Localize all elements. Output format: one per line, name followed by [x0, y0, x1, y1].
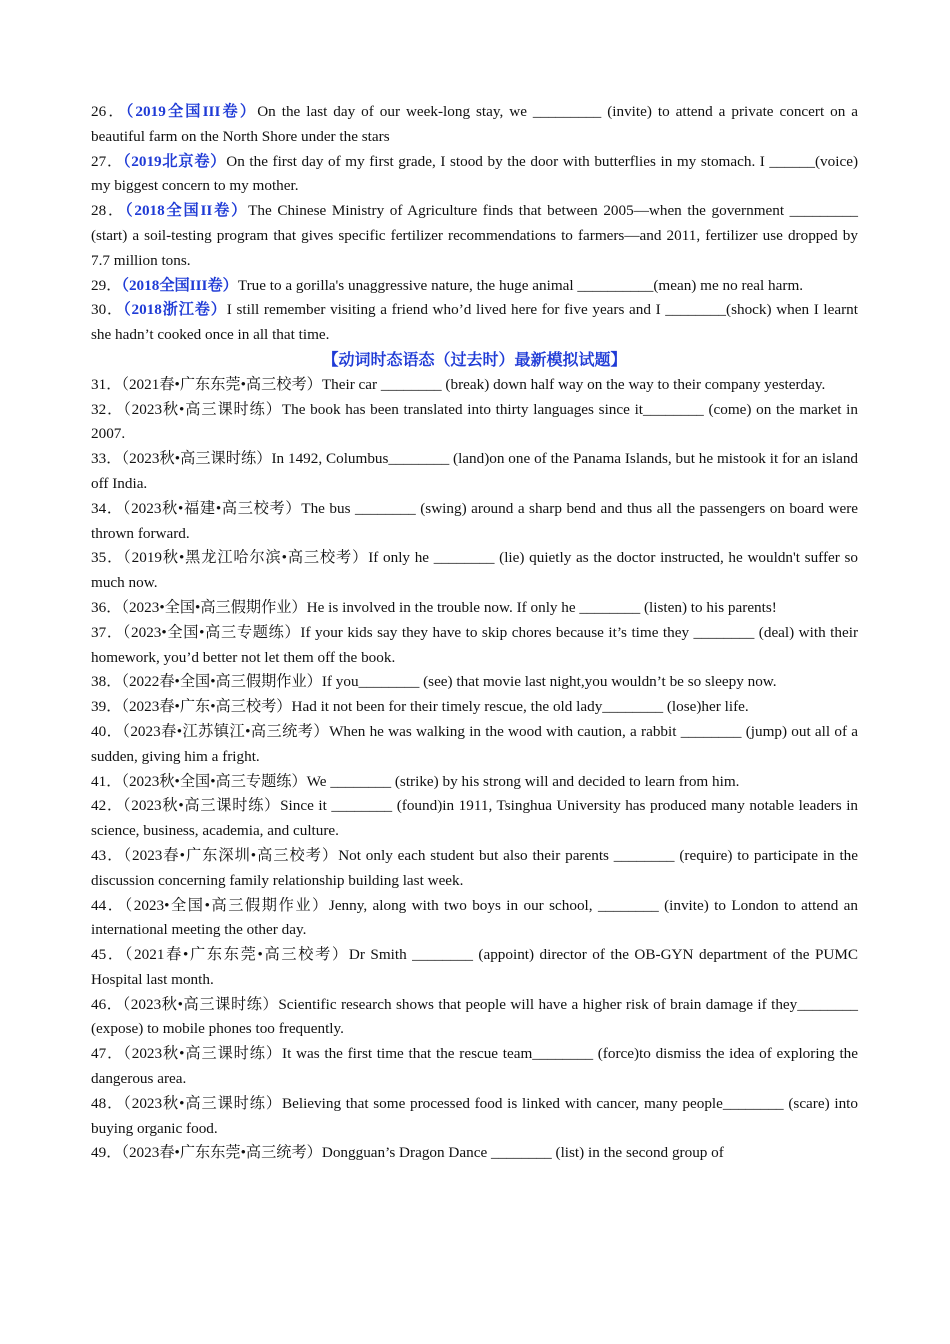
question-text: He is involved in the trouble now. If only he ________ (listen) to his parents! — [306, 598, 777, 616]
question-number: 28． — [91, 202, 125, 220]
question-number: 41． — [91, 772, 122, 790]
question-number: 48． — [91, 1094, 124, 1112]
question-number: 31． — [91, 375, 122, 393]
question-number: 35． — [91, 549, 124, 567]
question-source: （2023•全国•高三假期作业） — [124, 896, 329, 914]
question-source: （2023春•江苏镇江•高三统考） — [122, 722, 330, 740]
question-item — [91, 993, 858, 1043]
question-item — [91, 150, 858, 200]
question-number: 29． — [91, 276, 122, 294]
question-text: Dr Smith ________ (appoint) director of the OB-GYN department of the PUMC Hospital last month. — [91, 946, 859, 988]
question-item — [91, 1042, 858, 1092]
question-text: Dongguan’s Dragon Dance ________ (list) in the second group of — [321, 1144, 724, 1162]
question-number: 46． — [91, 995, 123, 1013]
question-item — [91, 447, 858, 497]
question-number: 36． — [91, 598, 122, 616]
question-source: （2019秋•黑龙江哈尔滨•高三校考） — [123, 549, 369, 567]
question-item — [91, 274, 858, 299]
question-text: If only he ________ (lie) quietly as the doctor instructed, he wouldn't suffer so much now. — [91, 549, 858, 592]
question-source: （2023秋•福建•高三校考） — [122, 499, 302, 517]
question-source: （2019全国III卷） — [125, 103, 258, 120]
question-source: （2023秋•高三课时练） — [121, 450, 272, 468]
question-number: 32． — [91, 400, 124, 418]
question-source: （2023•全国•高三假期作业） — [121, 598, 307, 616]
question-source: （2021春•广东东莞•高三校考） — [121, 375, 322, 393]
question-text: The book has been translated into thirty languages since it________ (come) on the market in 2007. — [91, 400, 858, 443]
question-item — [91, 596, 858, 621]
question-source: （2023秋•高三课时练） — [122, 797, 281, 815]
question-number: 39． — [91, 698, 122, 716]
question-source: （2023春•广东深圳•高三校考） — [123, 846, 339, 864]
question-text: Believing that some processed food is linked with cancer, many people________ (scare) into buying organic food. — [91, 1094, 858, 1137]
question-source: （2018全国II卷） — [124, 202, 249, 220]
question-text: Since it ________ (found)in 1911, Tsinghua University has produced many notable leaders in science, business, academia, and culture. — [91, 797, 859, 840]
question-number: 26． — [91, 103, 126, 120]
question-source: （2021春•广东东莞•高三校考） — [124, 946, 349, 964]
section-heading: 【动词时态语态（过去时）最新模拟试题】 — [322, 349, 627, 369]
question-text: Their car ________ (break) down half way on the way to their company yesterday. — [321, 375, 826, 393]
question-item — [91, 794, 858, 844]
question-item — [91, 298, 858, 348]
question-source: （2023秋•高三课时练） — [122, 995, 279, 1013]
question-number: 37． — [91, 623, 123, 641]
question-text: On the last day of our week-long stay, we _________ (invite) to attend a private concert on a beautiful farm on the North Shore under the stars — [91, 103, 858, 145]
question-item — [91, 894, 858, 944]
question-number: 43． — [91, 846, 124, 864]
question-source: （2019北京卷） — [122, 152, 227, 170]
question-text: I still remember visiting a friend who’d lived here for five years and I ________(shock) when I learnt she hadn’t cooked once in all that time. — [91, 301, 858, 344]
question-text: If you________ (see) that movie last night,you wouldn’t be so sleepy now. — [321, 673, 777, 691]
question-text: True to a gorilla's unaggressive nature, the huge animal __________(mean) me no real harm. — [237, 276, 804, 294]
question-item — [91, 670, 858, 695]
question-item — [91, 100, 858, 150]
question-source: （2018浙江卷） — [123, 301, 227, 319]
question-text: In 1492, Columbus________ (land)on one of the Panama Islands, but he mistook it for an island off India. — [91, 450, 859, 492]
question-number: 38． — [91, 673, 122, 691]
question-text: It was the first time that the rescue team________ (force)to dismiss the idea of exploring the dangerous area. — [91, 1045, 859, 1088]
question-text: Jenny, along with two boys in our school, ________ (invite) to London to attend an international meeting the other day. — [91, 896, 859, 939]
question-number: 45． — [91, 946, 125, 964]
question-source: （2023春•广东•高三校考） — [121, 698, 292, 716]
question-number: 34． — [91, 499, 123, 517]
question-text: We ________ (strike) by his strong will and decided to learn from him. — [306, 772, 740, 790]
question-text: Had it not been for their timely rescue, the old lady________ (lose)her life. — [291, 698, 749, 716]
question-source: （2022春•全国•高三假期作业） — [121, 673, 322, 691]
question-item — [91, 621, 858, 671]
question-item — [91, 1141, 858, 1166]
question-text: The Chinese Ministry of Agriculture finds that between 2005—when the government _________ (start) a soil-testing program that gives specific fertilizer recommendations to farmers—and 2011, fertilizer use dropped by 7.7 million tons. — [91, 202, 859, 269]
question-number: 33． — [91, 450, 122, 468]
question-number: 40． — [91, 722, 123, 740]
question-item — [91, 546, 858, 596]
question-item — [91, 695, 858, 720]
question-text: The bus ________ (swing) around a sharp bend and thus all the passengers on board were thrown forward. — [91, 499, 858, 542]
past-exam-questions — [91, 100, 858, 348]
question-list — [91, 100, 858, 1166]
question-source: （2023秋•高三课时练） — [123, 1045, 283, 1063]
question-source: （2018全国III卷） — [121, 276, 238, 294]
question-text: If your kids say they have to skip chores because it’s time they ________ (deal) with their homework, you’d better not let them off the book. — [91, 623, 858, 666]
question-text: Not only each student but also their parents ________ (require) to participate in the discussion concerning family relationship building last week. — [91, 846, 859, 889]
mock-exam-questions — [91, 373, 858, 1167]
question-text: On the first day of my first grade, I stood by the door with butterflies in my stomach. I ______(voice) my biggest concern to my mother. — [91, 152, 858, 195]
question-item — [91, 720, 858, 770]
question-source: （2023秋•高三课时练） — [123, 1094, 282, 1112]
question-number: 47． — [91, 1045, 124, 1063]
question-source: （2023秋•全国•高三专题练） — [121, 772, 307, 790]
question-number: 27． — [91, 152, 123, 170]
question-item — [91, 943, 858, 993]
question-text: When he was walking in the wood with caution, a rabbit ________ (jump) out all of a sudden, giving him a fright. — [91, 722, 859, 765]
question-number: 42． — [91, 797, 123, 815]
question-item — [91, 1092, 858, 1142]
question-item — [91, 497, 858, 547]
question-number: 30． — [91, 301, 124, 319]
question-text: Scientific research shows that people will have a higher risk of brain damage if they________ (expose) to mobile phones too frequently. — [91, 995, 859, 1038]
question-number: 44． — [91, 896, 125, 914]
question-source: （2023秋•高三课时练） — [123, 400, 282, 418]
question-item — [91, 844, 858, 894]
question-source: （2023•全国•高三专题练） — [122, 623, 301, 641]
question-item — [91, 373, 858, 398]
question-item — [91, 199, 858, 273]
question-item — [91, 398, 858, 448]
question-source: （2023春•广东东莞•高三统考） — [121, 1144, 322, 1162]
question-item — [91, 770, 858, 795]
question-number: 49． — [91, 1144, 122, 1162]
